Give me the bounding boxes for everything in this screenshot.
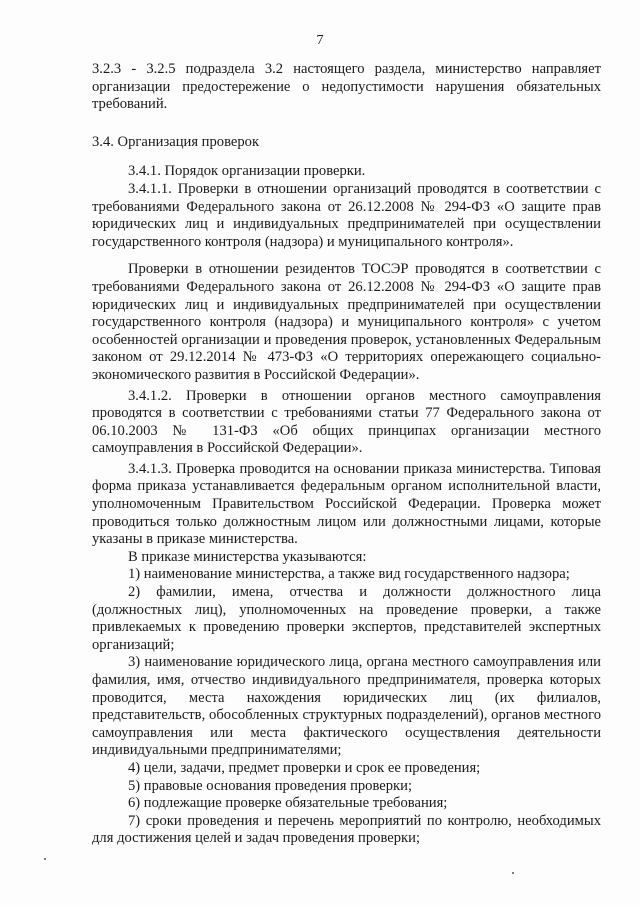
page-number: 7 bbox=[316, 33, 324, 48]
list-item-4: 4) цели, задачи, предмет проверки и срок ее проведения; bbox=[128, 759, 481, 776]
scan-speck bbox=[44, 858, 46, 860]
list-item-2: 2) фамилии, имена, отчества и должности должностного лица (должностных лиц), уполномоченных на проведение проверки, а также привлекаемых к проведению проверки экспертов, представителей экспертных организаций; bbox=[92, 584, 601, 653]
scan-speck bbox=[512, 872, 514, 874]
list-item-7: 7) сроки проведения и перечень мероприятий по контролю, необходимых для достижения целей и задач проведения проверки; bbox=[92, 812, 601, 847]
paragraph-3-4-1-3: 3.4.1.3. Проверка проводится на основании приказа министерства. Типовая форма приказа устанавливается федеральным органом исполнительной власти, уполномоченным Правительством Российской Федерации. Проверка может проводиться только должностным лицом или должностными лицами, которые указаны в приказе министерства. bbox=[92, 460, 601, 548]
paragraph-tosez-inspections: Проверки в отношении резидентов ТОСЭР проводятся в соответствии с требованиями Федерального закона от 26.12.2008 № 294-ФЗ «О защите прав юридических лиц и индивидуальных предпринимателей при осуществлении государственного контроля (надзора) и муниципального контроля» с учетом особенностей организации и проведения проверок, установленных Федеральным законом от 29.12.2014 № 473-ФЗ «О территориях опережающего социально-экономического развития в Российской Федерации». bbox=[92, 261, 601, 383]
list-item-1: 1) наименование министерства, а также вид государственного надзора; bbox=[128, 566, 570, 583]
list-item-3: 3) наименование юридического лица, органа местного самоуправления или фамилия, имя, отчество индивидуального предпринимателя, проверка которых проводится, места нахождения юридических лиц (их филиалов, представительств, обособленных структурных подразделений), органов местного самоуправления или места фактического осуществления деятельности индивидуальными предпринимателями; bbox=[92, 654, 601, 759]
paragraph-3-4-1: 3.4.1. Порядок организации проверки. bbox=[128, 163, 366, 180]
list-item-5: 5) правовые основания проведения проверки; bbox=[128, 777, 413, 794]
paragraph-3-4-1-2: 3.4.1.2. Проверки в отношении органов местного самоуправления проводятся в соответствии с требованиями статьи 77 Федерального закона от 06.10.2003 № 131-ФЗ «Об общих принципах организации местного самоуправления в Российской Федерации». bbox=[92, 387, 601, 457]
paragraph-continuation: 3.2.3 - 3.2.5 подраздела 3.2 настоящего раздела, министерство направляет организации предостережение о недопустимости нарушения обязательных требований. bbox=[92, 61, 601, 113]
list-item-6: 6) подлежащие проверке обязательные требования; bbox=[128, 795, 448, 812]
section-heading: 3.4. Организация проверок bbox=[92, 133, 260, 150]
document-body bbox=[92, 61, 601, 848]
paragraph-order-contents-intro: В приказе министерства указываются: bbox=[128, 548, 367, 565]
paragraph-3-4-1-1: 3.4.1.1. Проверки в отношении организаций проводятся в соответствии с требованиями Федерального закона от 26.12.2008 № 294-ФЗ «О защите прав юридических лиц и индивидуальных предпринимателей при осуществлении государственного контроля (надзора) и муниципального контроля». bbox=[92, 180, 601, 250]
